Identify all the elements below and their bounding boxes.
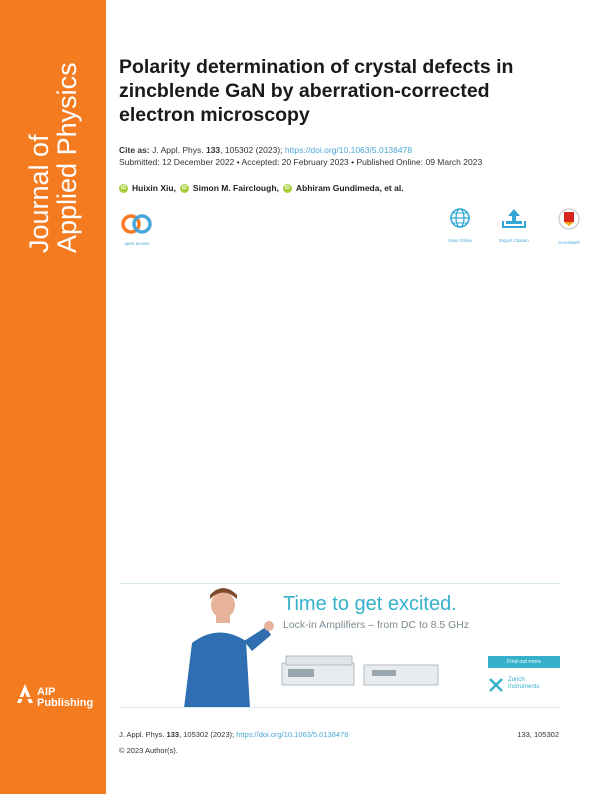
footer-journal: J. Appl. Phys.: [119, 730, 165, 739]
journal-name-line2: Applied Physics: [52, 62, 82, 253]
view-online-label[interactable]: View Online: [448, 238, 472, 243]
cite-rest: , 105302 (2023);: [220, 145, 283, 155]
footer-citation: [119, 730, 559, 739]
aip-logo-icon: [15, 683, 35, 705]
publication-dates: Submitted: 12 December 2022 • Accepted: 20 February 2023 • Published Online: 09 March 2023: [119, 157, 483, 167]
author-name[interactable]: Huixin Xiu,: [132, 183, 176, 193]
ad-brand-line1: Zurich: [508, 677, 525, 683]
ad-brand-line2: Instruments: [508, 684, 540, 690]
author-list: [119, 183, 408, 193]
author-name[interactable]: Simon M. Fairclough,: [192, 183, 279, 193]
globe-icon: [449, 207, 471, 229]
cite-label: Cite as:: [119, 145, 150, 155]
ad-person-illustration: [120, 583, 280, 708]
author-2[interactable]: [180, 183, 279, 193]
author-1[interactable]: [119, 183, 176, 193]
footer-citation-rest: , 105302 (2023);: [179, 730, 235, 739]
footer-page-id: 133, 105302: [517, 730, 559, 739]
ad-instruments-illustration: [280, 643, 440, 703]
orcid-icon[interactable]: iD: [181, 184, 187, 191]
open-access-badge: [119, 212, 155, 246]
aip-logo-line1: AIP: [37, 686, 56, 698]
open-access-label: open access: [124, 241, 150, 246]
article-title: Polarity determination of crystal defects in zincblende GaN by aberration-corrected electron microscopy: [119, 56, 514, 126]
author-name[interactable]: Abhiram Gundimeda, et al.: [295, 183, 404, 193]
footer-volume: 133: [166, 730, 180, 739]
journal-name: [25, 33, 81, 253]
crossmark-icon: [558, 207, 580, 231]
crossmark-button[interactable]: [545, 207, 593, 245]
doi-link[interactable]: https://doi.org/10.1063/5.0138478: [284, 145, 413, 155]
footer-doi-link[interactable]: https://doi.org/10.1063/5.0138478: [236, 730, 349, 739]
cite-volume: 133: [205, 145, 221, 155]
ad-find-out-more-button[interactable]: Find out more: [488, 656, 560, 668]
journal-sidebar: [0, 0, 106, 794]
orcid-icon[interactable]: iD: [121, 184, 126, 191]
open-access-icon: [119, 212, 155, 238]
crossmark-label[interactable]: CrossMark: [558, 240, 580, 245]
view-online-button[interactable]: [436, 207, 484, 243]
ad-border-bottom: [120, 707, 560, 708]
export-citation-button[interactable]: [490, 207, 538, 243]
ad-subline: Lock-in Amplifiers – from DC to 8.5 GHz: [283, 619, 470, 631]
cite-journal: J. Appl. Phys.: [152, 145, 204, 155]
footer-citation-text: [119, 730, 348, 739]
cite-as-line: [119, 145, 412, 155]
export-citation-label[interactable]: Export Citation: [499, 238, 529, 243]
export-icon: [501, 207, 527, 229]
journal-name-line1: Journal of: [24, 134, 54, 253]
copyright-notice: © 2023 Author(s).: [119, 746, 178, 755]
aip-publishing-logo[interactable]: [15, 683, 100, 711]
orcid-icon[interactable]: iD: [284, 184, 290, 191]
advertisement-banner[interactable]: [120, 583, 560, 708]
zurich-instruments-logo: [488, 675, 560, 695]
ad-headline: Time to get excited.: [283, 593, 457, 615]
zurich-instruments-icon: [488, 677, 504, 693]
aip-logo-line2: Publishing: [37, 697, 94, 709]
author-3[interactable]: [283, 183, 404, 193]
